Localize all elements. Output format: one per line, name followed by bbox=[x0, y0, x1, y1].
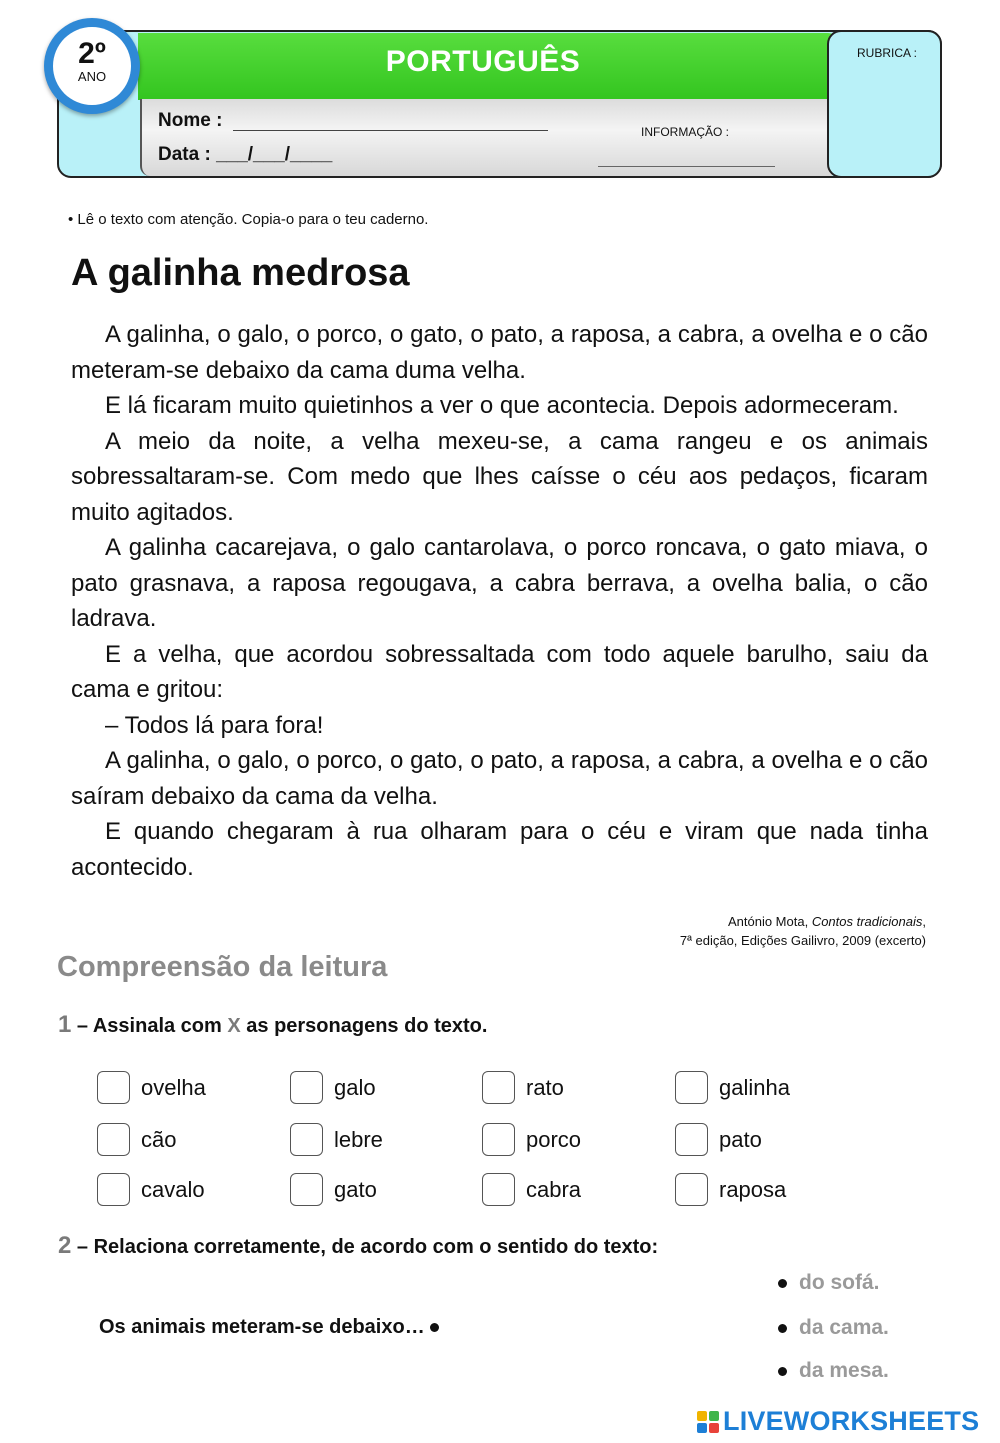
checkbox[interactable] bbox=[290, 1071, 323, 1104]
option-label: cavalo bbox=[141, 1176, 205, 1202]
question-2 bbox=[58, 1232, 658, 1260]
grade-badge-inner bbox=[53, 27, 131, 105]
story-title: A galinha medrosa bbox=[71, 252, 410, 294]
credit-edition: 7ª edição, Edições Gailivro, 2009 (excerto) bbox=[679, 933, 926, 948]
info-field[interactable] bbox=[598, 166, 775, 167]
info-label: INFORMAÇÃO : bbox=[641, 125, 730, 139]
credit-comma: , bbox=[922, 914, 926, 929]
story-paragraph: A meio da noite, a velha mexeu-se, a cama rangeu e os animais sobressaltaram-se. Com medo que lhes caísse o céu aos pedaços, ficaram muito agitados. bbox=[71, 427, 928, 526]
question-1 bbox=[58, 1011, 487, 1039]
question-number: 1 bbox=[58, 1011, 72, 1038]
option-cao[interactable] bbox=[97, 1123, 176, 1156]
story-paragraph: A galinha, o galo, o porco, o gato, o pato, a raposa, a cabra, a ovelha e o cão meteram-se debaixo da cama duma velha. bbox=[71, 321, 928, 384]
story-text bbox=[71, 317, 928, 885]
option-label: gato bbox=[334, 1176, 377, 1202]
instruction: • Lê o texto com atenção. Copia-o para o teu caderno. bbox=[68, 211, 429, 228]
option-label: cão bbox=[141, 1126, 177, 1152]
question-text: as personagens do texto. bbox=[240, 1015, 488, 1037]
checkbox[interactable] bbox=[97, 1123, 130, 1156]
match-answer-text: do sofá. bbox=[799, 1271, 880, 1294]
checkbox[interactable] bbox=[290, 1173, 323, 1206]
match-answer[interactable] bbox=[778, 1359, 889, 1383]
option-galinha[interactable] bbox=[675, 1071, 790, 1104]
question-text: – Relaciona corretamente, de acordo com o sentido do texto: bbox=[71, 1236, 659, 1258]
name-label: Nome : bbox=[158, 110, 223, 131]
story-paragraph: A galinha, o galo, o porco, o gato, o pato, a raposa, a cabra, a ovelha e o cão saíram debaixo da cama da velha. bbox=[71, 747, 928, 810]
grade-number: 2º bbox=[78, 37, 106, 70]
option-label: pato bbox=[719, 1126, 762, 1152]
option-porco[interactable] bbox=[482, 1123, 581, 1156]
match-dot[interactable] bbox=[778, 1324, 787, 1333]
checkbox[interactable] bbox=[675, 1173, 708, 1206]
match-stem-text: Os animais meteram-se debaixo… bbox=[99, 1316, 425, 1338]
name-field[interactable] bbox=[233, 130, 548, 131]
checkbox[interactable] bbox=[97, 1071, 130, 1104]
story-paragraph: E quando chegaram à rua olharam para o céu e viram que nada tinha acontecido. bbox=[71, 818, 928, 881]
match-answer[interactable] bbox=[778, 1316, 889, 1340]
option-galo[interactable] bbox=[290, 1071, 376, 1104]
checkbox[interactable] bbox=[482, 1123, 515, 1156]
checkbox[interactable] bbox=[675, 1123, 708, 1156]
match-stem[interactable] bbox=[99, 1316, 439, 1339]
option-label: lebre bbox=[334, 1126, 383, 1152]
grade-label: ANO bbox=[77, 69, 107, 84]
match-answer-text: da mesa. bbox=[799, 1359, 889, 1382]
question-text: – Assinala com bbox=[71, 1015, 228, 1037]
option-label: cabra bbox=[526, 1176, 582, 1202]
option-label: porco bbox=[526, 1126, 582, 1152]
credit-book: Contos tradicionais bbox=[811, 914, 923, 929]
option-label: rato bbox=[526, 1074, 564, 1100]
match-dot[interactable] bbox=[778, 1279, 787, 1288]
section-title: Compreensão da leitura bbox=[57, 951, 388, 983]
story-paragraph: – Todos lá para fora! bbox=[105, 711, 324, 739]
story-paragraph: A galinha cacarejava, o galo cantarolava, o porco roncava, o gato miava, o pato grasnava, a raposa regougava, a cabra berrava, a ovelha balia, o cão ladrava. bbox=[71, 534, 928, 632]
credit-author: António Mota, bbox=[727, 914, 812, 929]
checkbox[interactable] bbox=[482, 1173, 515, 1206]
checkbox[interactable] bbox=[675, 1071, 708, 1104]
option-lebre[interactable] bbox=[290, 1123, 383, 1156]
match-answer-text: da cama. bbox=[799, 1316, 889, 1339]
question-number: 2 bbox=[58, 1232, 72, 1259]
option-label: galo bbox=[334, 1074, 376, 1100]
rubrica-label: RUBRICA : bbox=[857, 46, 918, 60]
option-label: ovelha bbox=[141, 1074, 206, 1100]
option-rato[interactable] bbox=[482, 1071, 564, 1104]
option-ovelha[interactable] bbox=[97, 1071, 206, 1104]
match-dot[interactable] bbox=[430, 1323, 439, 1332]
liveworksheets-logo bbox=[697, 1406, 979, 1437]
date-field[interactable]: Data : ___/___/____ bbox=[158, 144, 333, 165]
match-dot[interactable] bbox=[778, 1367, 787, 1376]
story-paragraph: E lá ficaram muito quietinhos a ver o que acontecia. Depois adormeceram. bbox=[105, 392, 899, 419]
x-mark: X bbox=[227, 1015, 241, 1037]
match-answer[interactable] bbox=[778, 1271, 880, 1295]
checkbox[interactable] bbox=[290, 1123, 323, 1156]
option-gato[interactable] bbox=[290, 1173, 377, 1206]
checkbox[interactable] bbox=[97, 1173, 130, 1206]
option-cavalo[interactable] bbox=[97, 1173, 205, 1206]
option-label: raposa bbox=[719, 1176, 787, 1202]
liveworksheets-icon bbox=[697, 1411, 719, 1433]
checkbox[interactable] bbox=[482, 1071, 515, 1104]
option-raposa[interactable] bbox=[675, 1173, 786, 1206]
option-pato[interactable] bbox=[675, 1123, 762, 1156]
subject-title: PORTUGUÊS bbox=[385, 45, 581, 78]
story-paragraph: E a velha, que acordou sobressaltada com todo aquele barulho, saiu da cama e gritou: bbox=[71, 640, 928, 703]
liveworksheets-brand: LIVEWORKSHEETS bbox=[723, 1406, 980, 1436]
option-cabra[interactable] bbox=[482, 1173, 581, 1206]
source-credit bbox=[680, 912, 926, 950]
option-label: galinha bbox=[719, 1074, 790, 1100]
